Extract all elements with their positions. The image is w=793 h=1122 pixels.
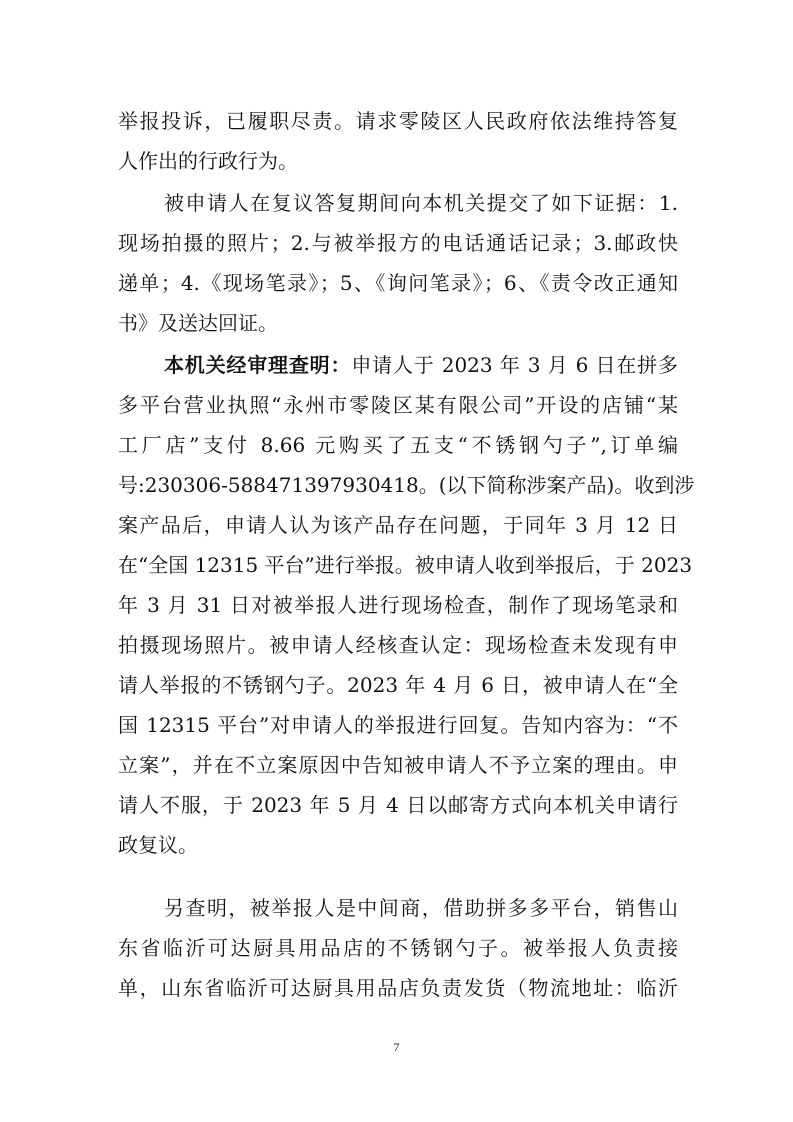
text-line: 年 3 月 31 日对被举报人进行现场检查，制作了现场笔录和 bbox=[118, 593, 678, 617]
page-number: 7 bbox=[393, 1040, 400, 1054]
text-line: 书》及送达回证。 bbox=[118, 311, 278, 335]
text-line: 单，山东省临沂可达厨具用品店负责发货（物流地址：临沂 bbox=[118, 976, 678, 1000]
text-line: 现场拍摄的照片；2.与被举报方的电话通话记录；3.邮政快 bbox=[118, 231, 678, 255]
text-line: 被申请人在复议答复期间向本机关提交了如下证据：1. bbox=[164, 191, 678, 215]
text-line: 另查明，被举报人是中间商，借助拼多多平台，销售山 bbox=[164, 896, 678, 920]
text-line: 举报投诉，已履职尽责。请求零陵区人民政府依法维持答复 bbox=[118, 109, 678, 133]
text-line: 案产品后，申请人认为该产品存在问题，于同年 3 月 12 日 bbox=[118, 513, 678, 537]
text-line: 多平台营业执照“永州市零陵区某有限公司”开设的店铺“某 bbox=[118, 393, 678, 417]
text-line bbox=[164, 345, 678, 385]
text-line: 人作出的行政行为。 bbox=[118, 149, 298, 173]
text-line: 递单；4.《现场笔录》；5、《询问笔录》；6、《责令改正通知 bbox=[118, 271, 678, 295]
text-line: 请人不服，于 2023 年 5 月 4 日以邮寄方式向本机关申请行 bbox=[118, 793, 678, 817]
text-line: 拍摄现场照片。被申请人经核查认定：现场检查未发现有申 bbox=[118, 633, 678, 657]
text-line: 号:230306-588471397930418。(以下简称涉案产品)。收到涉 bbox=[118, 473, 695, 497]
section-lead: 本机关经审理查明： bbox=[164, 353, 352, 377]
text-line: 东省临沂可达厨具用品店的不锈钢勺子。被举报人负责接 bbox=[118, 936, 678, 960]
text-line: 请人举报的不锈钢勺子。2023 年 4 月 6 日，被申请人在“全 bbox=[118, 673, 678, 697]
text-line: 国 12315 平台”对申请人的举报进行回复。告知内容为：“不 bbox=[118, 713, 678, 737]
text-line: 立案”，并在不立案原因中告知被申请人不予立案的理由。申 bbox=[118, 753, 678, 777]
text-line: 政复议。 bbox=[118, 833, 198, 857]
text-run: 申请人于 2023 年 3 月 6 日在拼多 bbox=[351, 353, 678, 377]
text-line: 在“全国 12315 平台”进行举报。被申请人收到举报后，于 2023 bbox=[118, 553, 693, 577]
text-line: 工厂店”支付 8.66 元购买了五支“不锈钢勺子”,订单编 bbox=[118, 433, 678, 457]
